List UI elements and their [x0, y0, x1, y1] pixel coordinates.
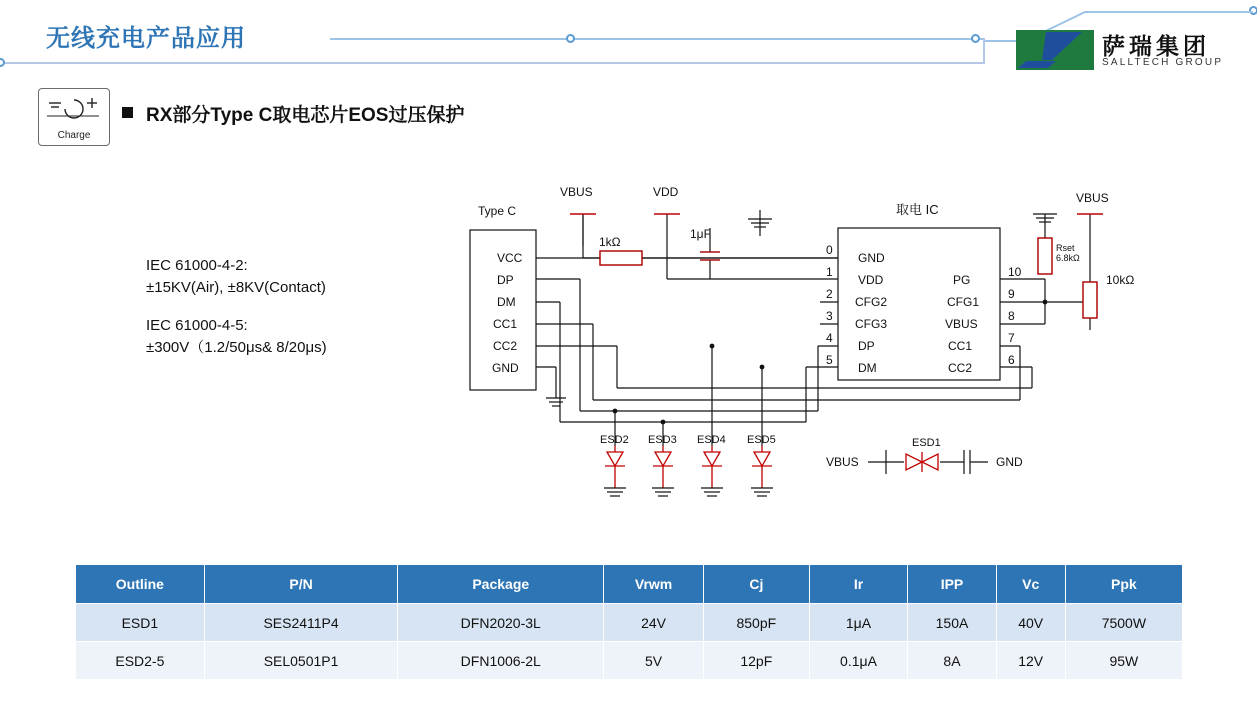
table-header-row [76, 565, 1183, 604]
ic-num-left-1: 1 [826, 265, 833, 279]
section-title: RX部分Type C取电芯片EOS过压保护 [146, 105, 465, 126]
label-vbus-esd1: VBUS [826, 455, 859, 469]
label-c1u: 1μF [690, 227, 711, 241]
label-rset: Rset [1056, 243, 1075, 253]
cell: DFN1006-2L [398, 642, 604, 680]
junction-dot [661, 420, 666, 425]
col-package: Package [398, 565, 604, 604]
type-c-pin-5: GND [492, 361, 519, 375]
cell: DFN2020-3L [398, 604, 604, 642]
col-ppk: Ppk [1065, 565, 1182, 604]
cell: 5V [604, 642, 704, 680]
ic-num-right-1: 9 [1008, 287, 1015, 301]
ic-num-left-5: 5 [826, 353, 833, 367]
logo-company-cn: 萨瑞集团 [1102, 34, 1210, 60]
cell: 40V [996, 604, 1065, 642]
ic-left-pin-5: DM [858, 361, 877, 375]
cell: SEL0501P1 [204, 642, 398, 680]
junction-dot [710, 344, 715, 349]
ic-num-right-2: 8 [1008, 309, 1015, 323]
ic-num-left-4: 4 [826, 331, 833, 345]
cell: ESD1 [76, 604, 205, 642]
ic-right-pin-4: CC2 [948, 361, 973, 375]
label-vdd: VDD [653, 185, 679, 199]
page-title: 无线充电产品应用 [46, 25, 246, 52]
ic-num-left-2: 2 [826, 287, 833, 301]
col-pn: P/N [204, 565, 398, 604]
type-c-pin-2: DM [497, 295, 516, 309]
ic-left-pin-3: CFG3 [855, 317, 888, 331]
col-ipp: IPP [908, 565, 996, 604]
cell: 1μA [809, 604, 908, 642]
spec-0-line2: ±15KV(Air), ±8KV(Contact) [146, 279, 326, 296]
label-type-c: Type C [478, 204, 517, 218]
table-row [76, 642, 1183, 680]
esd-label-1: ESD3 [648, 434, 677, 446]
esd-label-2: ESD4 [697, 434, 726, 446]
label-r10k: 10kΩ [1106, 273, 1135, 287]
cell: 0.1μA [809, 642, 908, 680]
ic-right-pin-3: CC1 [948, 339, 973, 353]
cell: 12pF [704, 642, 810, 680]
esd-label-0: ESD2 [600, 434, 629, 446]
ic-right-pin-2: VBUS [945, 317, 978, 331]
spec-0-line1: IEC 61000-4-2: [146, 257, 248, 274]
ic-right-pin-0: PG [953, 273, 971, 287]
type-c-pin-1: DP [497, 273, 514, 287]
label-rset-value: 6.8kΩ [1056, 253, 1080, 263]
junction-dot [1043, 300, 1048, 305]
ic-num-right-4: 6 [1008, 353, 1015, 367]
cell: 8A [908, 642, 996, 680]
ic-left-pin-2: CFG2 [855, 295, 888, 309]
cell: 12V [996, 642, 1065, 680]
cell: 7500W [1065, 604, 1182, 642]
ic-num-left-0: 0 [826, 243, 833, 257]
ic-left-pin-0: GND [858, 251, 885, 265]
col-outline: Outline [76, 565, 205, 604]
junction-dot [760, 365, 765, 370]
col-vc: Vc [996, 565, 1065, 604]
esd1-diode-group [868, 450, 988, 474]
spec-1-line2: ±300V（1.2/50μs& 8/20μs) [146, 339, 327, 356]
label-ic: 取电 IC [896, 202, 939, 217]
col-vrwm: Vrwm [604, 565, 704, 604]
col-cj: Cj [704, 565, 810, 604]
label-vbus-right: VBUS [1076, 191, 1109, 205]
type-c-pin-3: CC1 [493, 317, 518, 331]
label-r1k: 1kΩ [599, 235, 621, 249]
ic-right-pin-1: CFG1 [947, 295, 980, 309]
cell: ESD2-5 [76, 642, 205, 680]
cell: 850pF [704, 604, 810, 642]
cell: 95W [1065, 642, 1182, 680]
junction-dot [613, 409, 618, 414]
label-gnd-esd1: GND [996, 455, 1023, 469]
logo-company-en: SALLTECH GROUP [1102, 57, 1224, 68]
esd-diode-group [604, 346, 773, 496]
ic-left-pin-4: DP [858, 339, 875, 353]
parameter-table [75, 564, 1183, 680]
ic-num-right-0: 10 [1008, 265, 1022, 279]
ic-num-left-3: 3 [826, 309, 833, 323]
type-c-pin-4: CC2 [493, 339, 518, 353]
label-esd1: ESD1 [912, 437, 941, 449]
cell: SES2411P4 [204, 604, 398, 642]
cell: 150A [908, 604, 996, 642]
table-row [76, 604, 1183, 642]
type-c-pin-0: VCC [497, 251, 523, 265]
label-vbus-left: VBUS [560, 185, 593, 199]
col-ir: Ir [809, 565, 908, 604]
esd-label-3: ESD5 [747, 434, 776, 446]
ic-left-pin-1: VDD [858, 273, 884, 287]
cell: 24V [604, 604, 704, 642]
spec-1-line1: IEC 61000-4-5: [146, 317, 248, 334]
ic-num-right-3: 7 [1008, 331, 1015, 345]
charge-icon-label: Charge [57, 130, 91, 141]
